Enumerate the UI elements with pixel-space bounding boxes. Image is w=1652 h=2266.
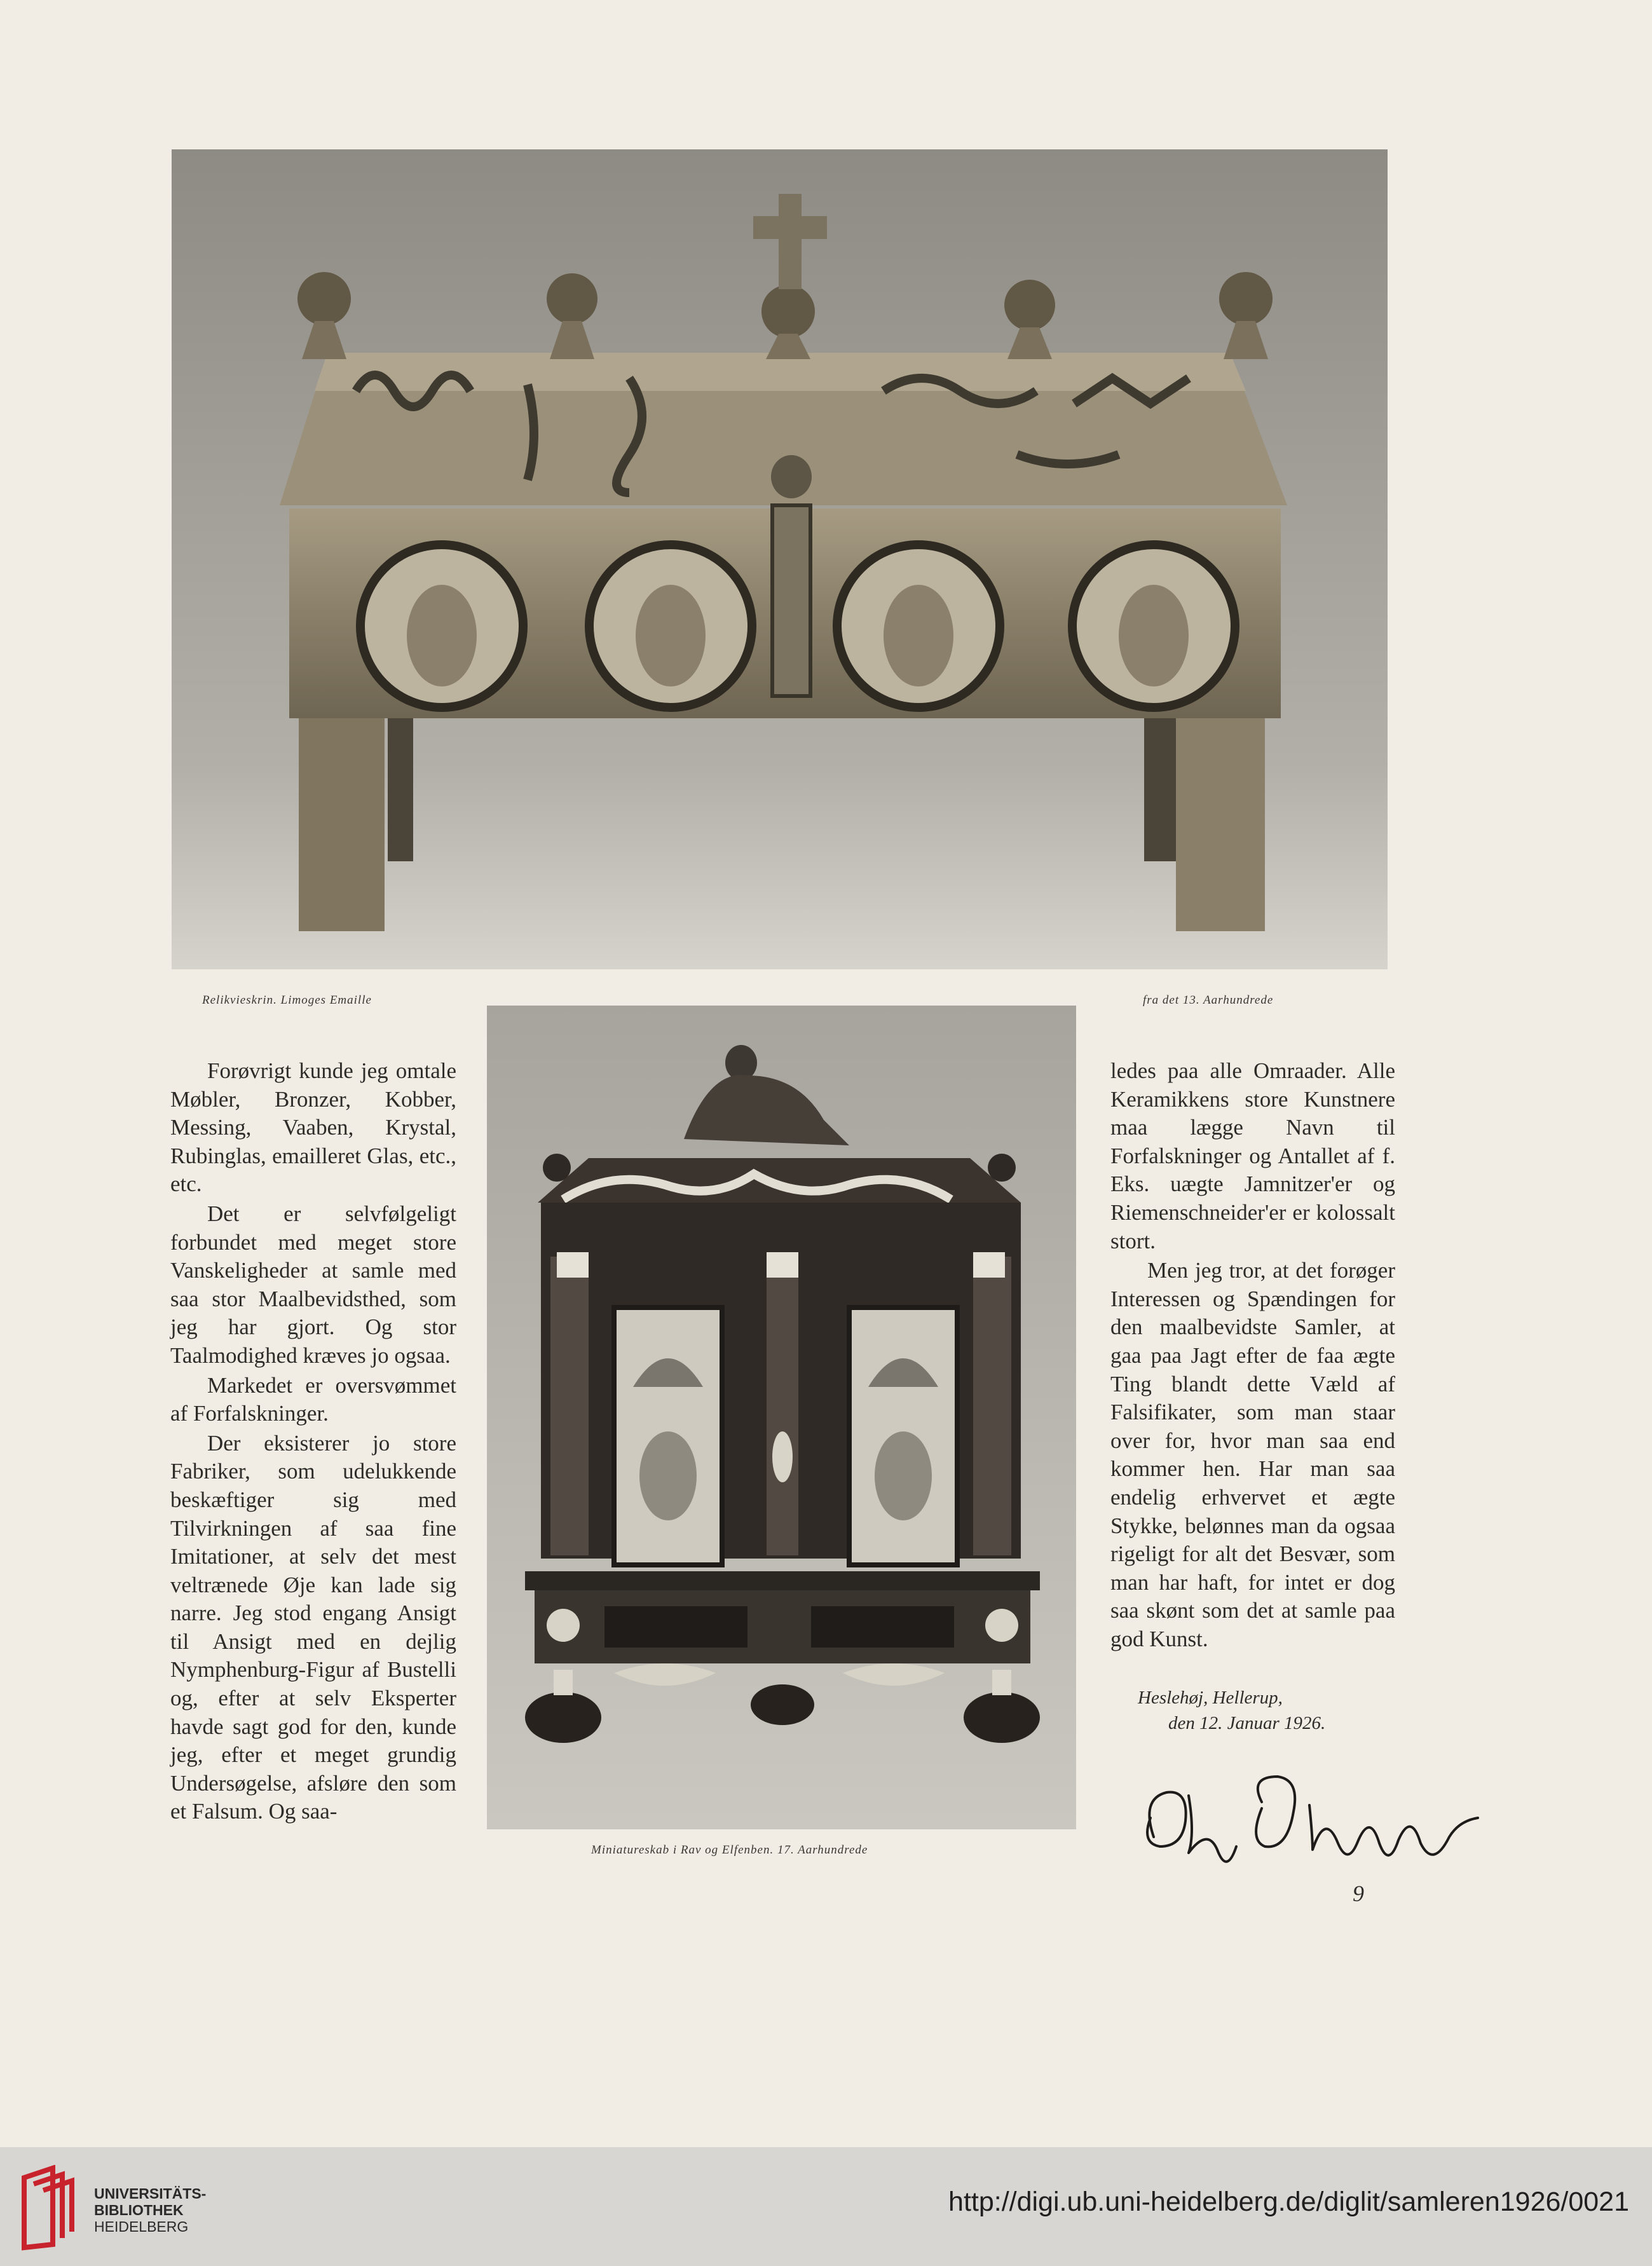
source-url-link[interactable]: http://digi.ub.uni-heidelberg.de/diglit/samleren1926/0021 [948, 2187, 1629, 2217]
reliquary-caption-right: fra det 13. Aarhundrede [1143, 993, 1274, 1007]
library-name-line-1: UNIVERSITÄTS- [94, 2185, 207, 2202]
right-paragraph-1: ledes paa alle Omraader. Alle Keramikkens store Kunstnere maa lægge Navn til Forfalskninger og Antallet af f. Eks. uægte Jamnitzer'er og Riemenschneider'er er kolossalt stort. [1110, 1058, 1395, 1253]
library-name-line-3: HEIDELBERG [94, 2218, 189, 2235]
left-paragraph-3: Markedet er oversvømmet af Forfalskninger. [170, 1372, 456, 1426]
left-text-column [170, 1057, 456, 1826]
right-text-column [1110, 1057, 1395, 1653]
dateline-place: Heslehøj, Hellerup, [1138, 1688, 1283, 1708]
handwritten-signature [1128, 1767, 1484, 1875]
cabinet-caption: Miniatureskab i Rav og Elfenben. 17. Aarhundrede [591, 1843, 868, 1857]
digital-library-footer [0, 2147, 1652, 2266]
library-name [94, 2185, 206, 2235]
left-paragraph-2: Det er selvfølgeligt forbundet med meget store Vanskeligheder at samle med saa stor Maalbevidsthed, som jeg har gjort. Og stor Taalmodighed kræves jo ogsaa. [170, 1201, 456, 1368]
right-paragraph-2: Men jeg tror, at det forøger Interessen og Spændingen for den maalbevidste Samler, at gaa paa Jagt efter de faa ægte Ting blandt dette Væld af Falsifikater, som man staar over for, hvor man saa end kommer hen. Har man saa endelig erhvervet et ægte Stykke, belønnes man da ogsaa rigeligt for alt det Besvær, som man har haft, for intet er dog saa skønt som det at samle paa god Kunst. [1110, 1258, 1395, 1651]
left-paragraph-4: Der eksisterer jo store Fabriker, som udelukkende beskæftiger sig med Tilvirkningen af saa fine Imitationer, at selv det mest veltrænede Øje kan lade sig narre. Jeg stod engang Ansigt til Ansigt med en dejlig Nymphenburg-Figur af Bustelli og, efter at selv Eksperter havde sagt god for den, kunde jeg, efter et meget grundig Undersøgelse, afsløre den som et Falsum. Og saa- [170, 1430, 456, 1824]
page-number: 9 [1353, 1881, 1364, 1906]
left-paragraph-1: Forøvrigt kunde jeg omtale Møbler, Bronzer, Kobber, Messing, Vaaben, Krystal, Rubinglas, emailleret Glas, etc., etc. [170, 1058, 456, 1197]
university-library-logo [18, 2165, 81, 2251]
cabinet-photo [487, 1006, 1076, 1829]
library-name-line-2: BIBLIOTHEK [94, 2202, 184, 2218]
reliquary-photo [172, 149, 1388, 969]
reliquary-caption-left: Relikvieskrin. Limoges Emaille [202, 993, 372, 1007]
dateline-date: den 12. Januar 1926. [1168, 1713, 1326, 1733]
